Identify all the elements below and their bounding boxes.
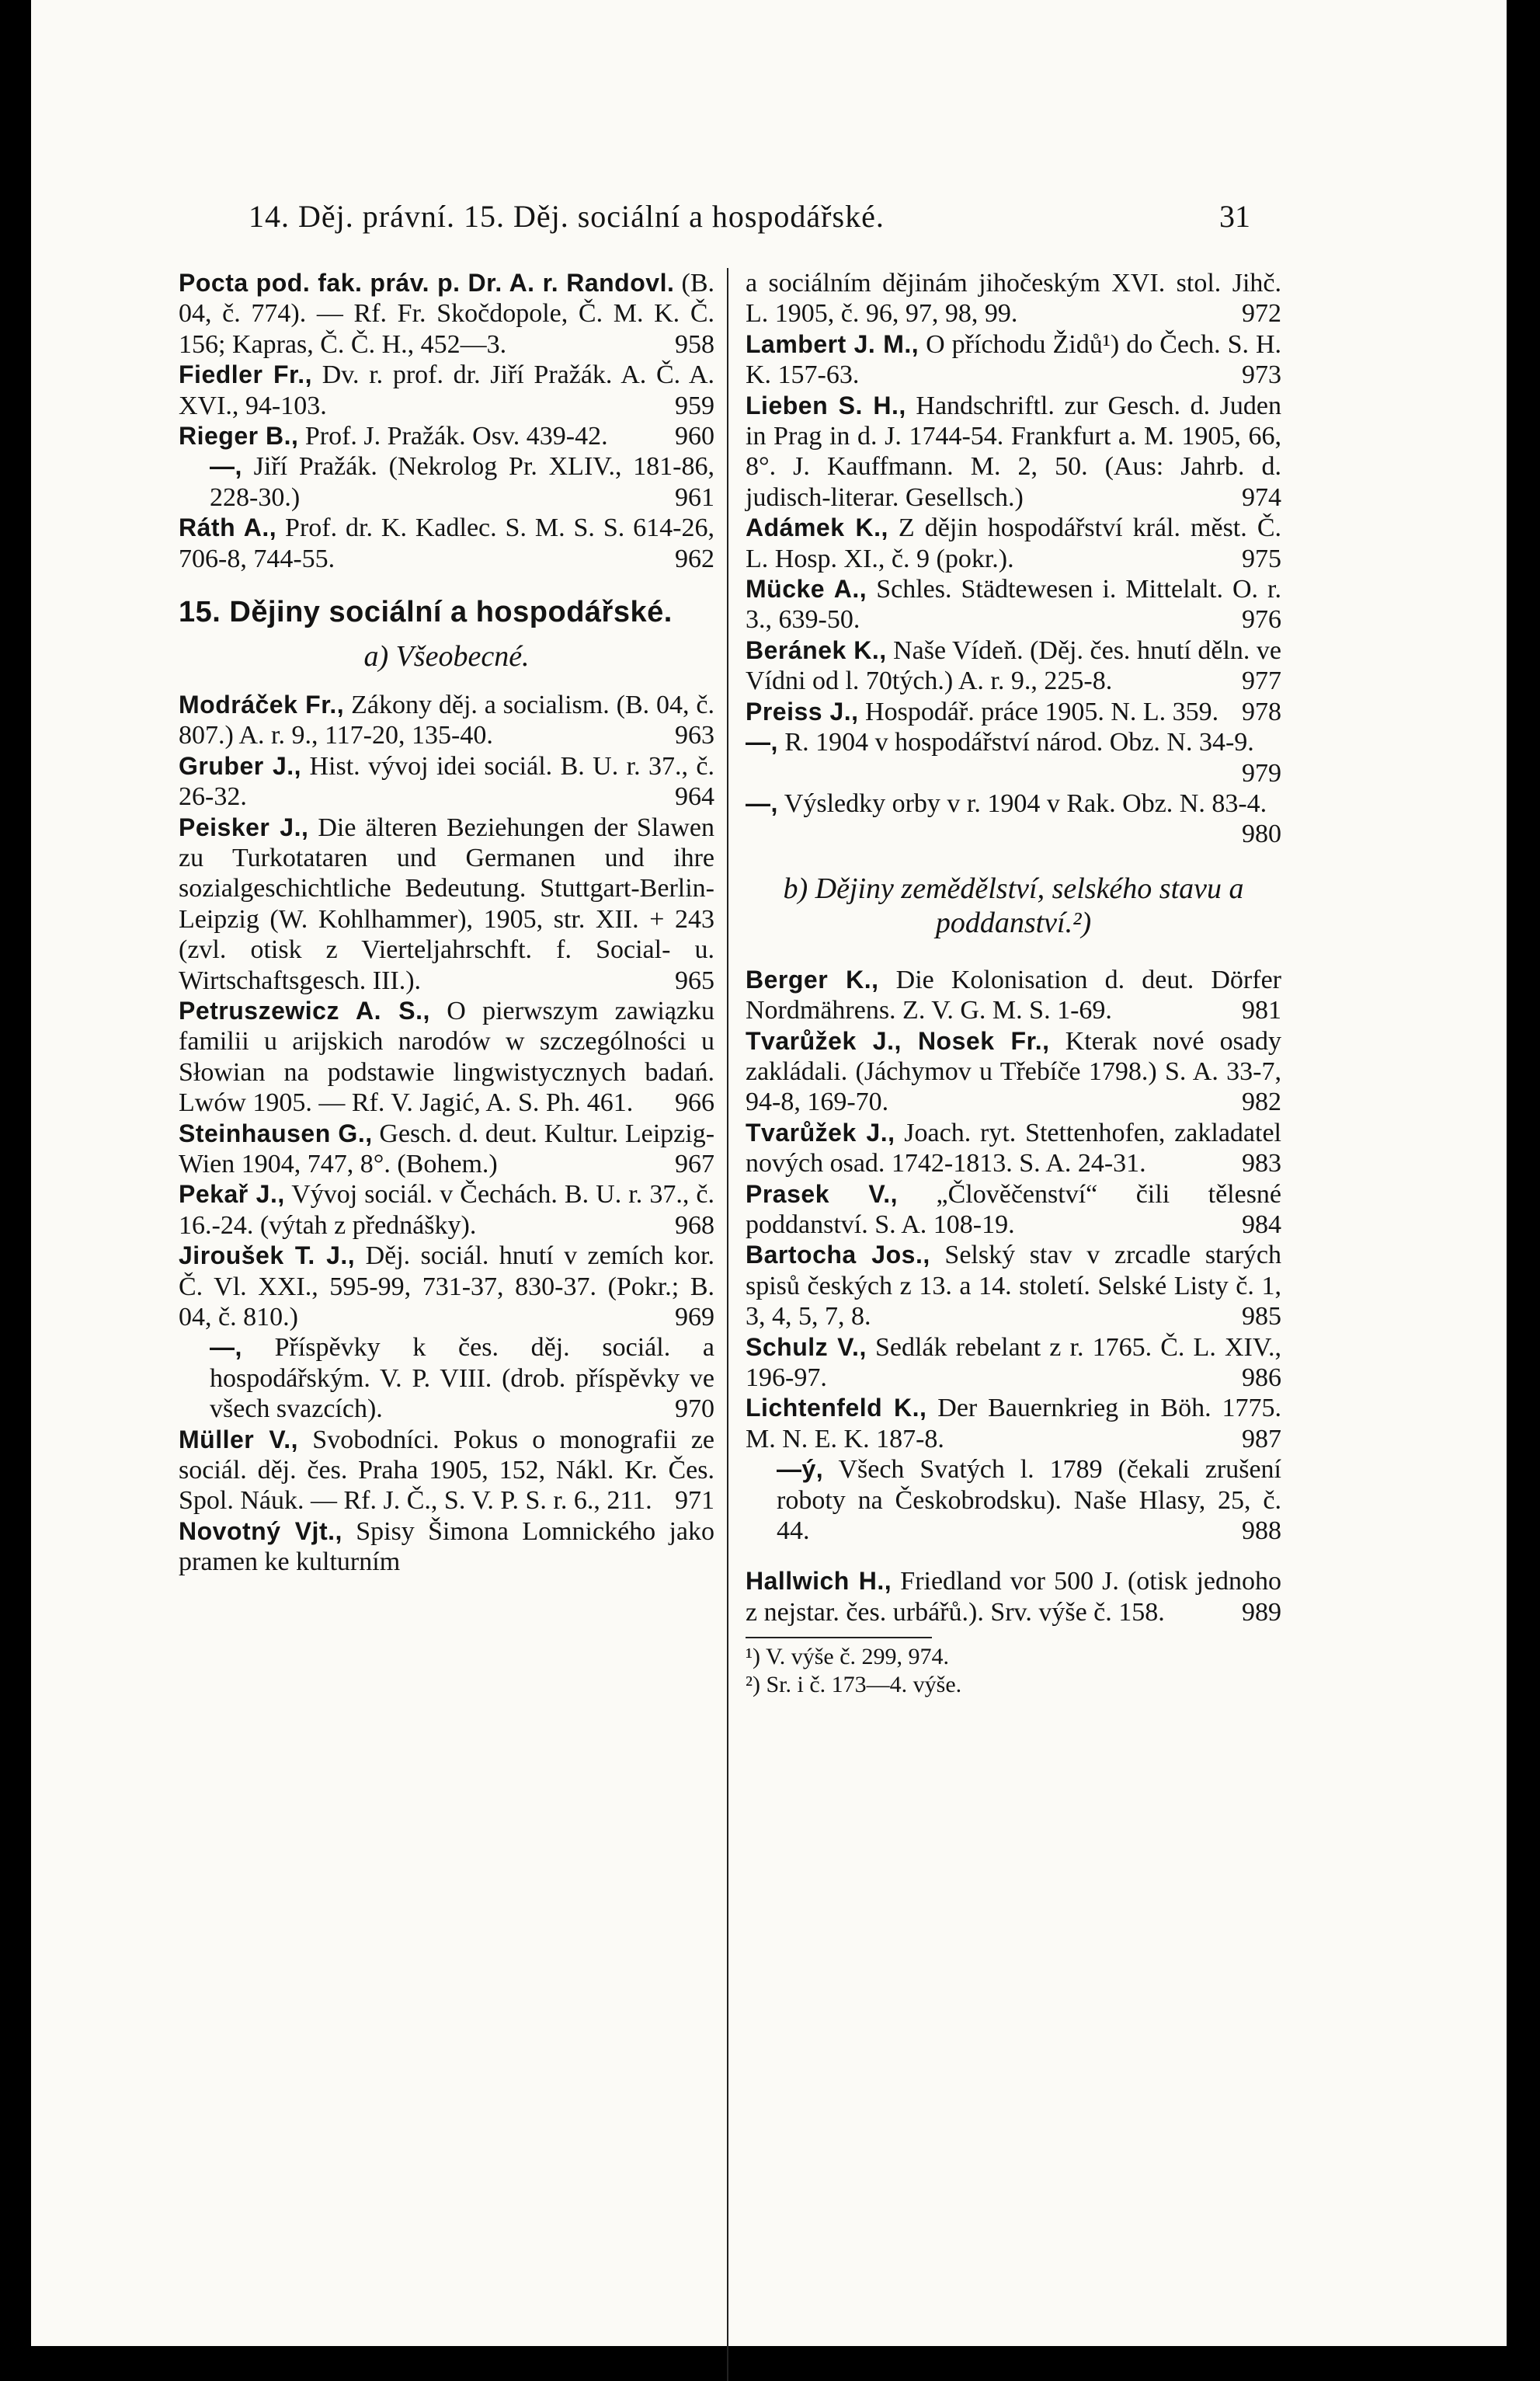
entry-author: Modráček Fr., [179,690,345,719]
entry-text: O pierwszym zawiązku familii u arijskich narodów w szczególności u Słowian na podstawie lingwistycznych badań. Lwów 1905. — Rf. V. Jagić, A. S. Ph. 461. [179,996,714,1118]
entry-number: 970 [675,1394,714,1424]
entry-author: Schulz V., [746,1332,867,1361]
entry-text: Schles. Städtewesen i. Mittelalt. O. r. 3., 639-50. [746,575,1282,635]
entry-author: Lieben S. H., [746,391,906,419]
entry-author: Gruber J., [179,751,302,780]
column-divider [727,268,728,2381]
bib-entry [746,1393,1281,1454]
subsection-heading-b: b) Dějiny zemědělství, selského stavu a poddanství.²) [783,872,1244,939]
entry-author: Petruszewicz A. S., [179,996,430,1025]
entry-number: 987 [1242,1424,1281,1453]
bib-entry [746,1240,1281,1331]
entry-author: Mücke A., [746,575,867,604]
entry-author: Lambert J. M., [746,329,919,358]
bib-entry [179,451,714,513]
bib-entry [179,1179,714,1241]
entry-number: 982 [1242,1088,1281,1117]
bib-entry [746,1118,1281,1179]
entry-number: 979 [1242,758,1281,788]
entry-number: 958 [675,329,714,359]
bib-entry [746,1332,1281,1394]
bib-entry [179,751,714,813]
entry-text: Všech Svatých l. 1789 (čekali zrušení roboty na Českobrodsku). Naše Hlasy, 25, č. 44. [777,1455,1282,1546]
entry-author: Pekař J., [179,1180,285,1209]
entry-author: Steinhausen G., [179,1119,373,1147]
entry-text: Joach. ryt. Stettenhofen, zakladatel nových osad. 1742-1813. S. A. 24-31. [746,1118,1281,1178]
entry-text: a sociálním dějinám jihočeským XVI. stol. Jihč. L. 1905, č. 96, 97, 98, 99. [746,269,1281,329]
entry-text: Svobodníci. Pokus o monografii ze sociál. děj. čes. Praha 1905, 152, Nákl. Kr. Čes. Spol. Náuk. — Rf. J. Č., S. V. P. S. r. 6., 211. [179,1425,714,1516]
entry-author: Jiroušek T. J., [179,1241,356,1270]
footnote: ¹) V. výše č. 299, 974. [746,1644,950,1670]
entry-text: O příchodu Židů¹) do Čech. S. H. K. 157-63. [746,329,1282,390]
entry-author: Tvarůžek J., Nosek Fr., [746,1026,1050,1055]
bib-entry [179,1425,714,1516]
header-title: 14. Děj. právní. 15. Děj. sociální a hospodářské. [249,199,885,234]
entry-number: 969 [675,1303,714,1331]
entry-number: 967 [675,1149,714,1178]
bib-entry [179,1516,714,1578]
entry-text: Sedlák rebelant z r. 1765. Č. L. XIV., 196-97. [746,1332,1281,1392]
entry-text: Gesch. d. deut. Kultur. Leipzig-Wien 1904, 747, 8°. (Bohem.) [179,1119,715,1178]
entry-author: Tvarůžek J., [746,1118,895,1147]
entry-text: Dv. r. prof. dr. Jiří Pražák. A. Č. A. XVI., 94-103. [179,360,715,420]
subsection-heading-a: a) Všeobecné. [363,640,530,674]
entry-text: Zákony děj. a socialism. (B. 04, č. 807.) A. r. 9., 117-20, 135-40. [179,690,715,750]
bib-entry [746,574,1281,635]
entry-author: Novotný Vjt., [179,1516,342,1545]
right-column [746,268,1281,1699]
bib-entry [746,1566,1281,1627]
bib-entry [179,360,714,421]
entry-author: Ráth A., [179,513,277,542]
left-column [179,268,714,1578]
bib-entry [179,690,714,751]
bib-entry [746,635,1281,697]
entry-text: Friedland vor 500 J. (otisk jednoho z nejstar. čes. urbářů.). Srv. výše č. 158. [746,1567,1282,1627]
bib-entry [746,1454,1281,1546]
entry-number: 968 [675,1210,714,1240]
entry-number: 976 [1242,605,1281,635]
entry-text: Selský stav v zrcadle starých spisů českých z 13. a 14. století. Selské Listy č. 1, 3, 4, 5, 7, 8. [746,1241,1281,1331]
bib-entry [179,1119,714,1180]
bib-entry [746,788,1281,849]
bib-entry [179,421,714,451]
entry-text: Vývoj sociál. v Čechách. B. U. r. 37., č. 16.-24. (výtah z přednášky). [179,1180,714,1240]
entry-author: Prasek V., [746,1179,899,1208]
entry-text: „Člověčenství“ čili tělesné poddanství. S. A. 108-19. [746,1179,1282,1239]
entry-author: Hallwich H., [746,1567,892,1596]
entry-number: 986 [1242,1363,1281,1392]
entry-text: Die älteren Beziehungen der Slawen zu Turkotataren und Germanen und ihre sozialgeschichtliche Bedeutung. Stuttgart-Berlin-Leipzig (W. Kohlhammer), 1905, str. XII. + 243 (zvl. otisk z Vierteljahrschft. f. Social- u. Wirtschaftsgesch. III.). [179,813,714,995]
bib-entry [746,391,1281,513]
entry-author: Lichtenfeld K., [746,1394,927,1422]
entry-number: 961 [675,482,714,512]
bib-entry [179,996,714,1119]
entry-author: —, [746,788,778,817]
footnote: ²) Sr. i č. 173—4. výše. [746,1672,962,1698]
entry-text: Příspěvky k čes. děj. sociál. a hospodářským. V. P. VIII. (drob. příspěvky ve všech svazcích). [210,1333,714,1424]
entry-author: —, [746,728,778,757]
page-number: 31 [1219,199,1250,234]
entry-number: 964 [675,782,714,812]
entry-text: Handschriftl. zur Gesch. d. Juden in Prag in d. J. 1744-54. Frankfurt a. M. 1905, 66, 8°. J. Kauffmann. M. 2, 50. (Aus: Jahrb. d. judisch-literar. Gesellsch.) [746,391,1282,512]
entry-author: Preiss J., [746,697,859,726]
entry-text: R. 1904 v hospodářství národ. Obz. N. 34-9. [784,728,1254,757]
bib-entry [179,268,714,360]
entry-number: 984 [1242,1210,1281,1239]
entry-text: Hist. vývoj idei sociál. B. U. r. 37., č. 26-32. [179,751,715,812]
entry-text: (B. 04, č. 774). — Rf. Fr. Skočdopole, Č. M. K. Č. 156; Kapras, Č. Č. H., 452—3. [179,269,715,359]
entry-text: Prof. J. Pražák. Osv. 439-42. [304,422,608,451]
entry-text: Naše Vídeň. (Děj. čes. hnutí děln. ve Vídni od l. 70tých.) A. r. 9., 225-8. [746,635,1281,696]
bib-entry [746,513,1281,574]
entry-text: Výsledky orby v r. 1904 v Rak. Obz. N. 83-4. [784,788,1267,818]
entry-text: Děj. sociál. hnutí v zemích kor. Č. Vl. XXI., 595-99, 731-37, 830-37. (Pokr.; B. 04, č. 810.) [179,1241,715,1331]
spacer [746,1546,1281,1566]
entry-author: Beránek K., [746,635,887,664]
entry-number: 965 [675,966,714,995]
entry-number: 981 [1242,996,1281,1025]
bib-entry [746,965,1281,1026]
entry-author: Adámek K., [746,513,888,542]
entry-number: 959 [675,391,714,420]
section-heading: 15. Dějiny sociální a hospodářské. [179,596,673,629]
entry-number: 975 [1242,544,1281,573]
entry-text: Prof. dr. K. Kadlec. S. M. S. S. 614-26, 706-8, 744-55. [179,513,715,573]
bib-entry [179,1241,714,1332]
entry-author: Berger K., [746,965,879,994]
bib-entry [746,329,1281,391]
bib-entry [746,1026,1281,1118]
entry-text: Z dějin hospodářství král. měst. Č. L. Hosp. XI., č. 9 (pokr.). [746,513,1281,573]
entry-author: —, [210,1333,242,1362]
entry-author: Müller V., [179,1425,299,1453]
entry-author: —ý, [777,1455,824,1484]
entry-number: 963 [675,721,714,750]
entry-number: 971 [675,1486,714,1516]
bib-entry [179,813,714,996]
entry-text: Hospodář. práce 1905. N. L. 359. [865,697,1219,726]
book-page [31,0,1507,2346]
entry-text: Jiří Pražák. (Nekrolog Pr. XLIV., 181-86, 228-30.) [210,452,715,512]
entry-number: 973 [1242,360,1281,390]
entry-number: 966 [675,1088,714,1118]
entry-number: 978 [1242,697,1281,726]
entry-number: 989 [1242,1597,1281,1627]
entry-number: 980 [1242,820,1281,849]
entry-author: Pocta pod. fak. práv. p. Dr. A. r. Randovl. [179,269,675,297]
entry-author: —, [210,452,242,481]
entry-number: 983 [1242,1149,1281,1178]
entry-text: Die Kolonisation d. deut. Dörfer Nordmährens. Z. V. G. M. S. 1-69. [746,965,1281,1025]
entry-text: Spisy Šimona Lomnického jako pramen ke kulturním [179,1516,715,1577]
entry-number: 974 [1242,482,1281,512]
footnote-rule [746,1637,932,1638]
entry-author: Rieger B., [179,422,299,451]
entry-number: 985 [1242,1302,1281,1331]
entry-number: 960 [675,422,714,451]
entry-author: Bartocha Jos., [746,1241,930,1269]
entry-number: 962 [675,544,714,573]
entry-text: Der Bauernkrieg in Böh. 1775. M. N. E. K. 187-8. [746,1394,1282,1453]
bib-entry-continued [746,268,1281,329]
entry-author: Fiedler Fr., [179,360,313,389]
bib-entry [179,1332,714,1424]
entry-number: 988 [1242,1516,1281,1546]
entry-author: Peisker J., [179,813,309,841]
bib-entry [746,1179,1281,1241]
bib-entry [746,727,1281,788]
entry-number: 972 [1242,299,1281,329]
bib-entry [179,513,714,574]
bib-entry [746,697,1281,727]
entry-number: 977 [1242,667,1281,696]
entry-text: Kterak nové osady zakládali. (Jáchymov u Třebíče 1798.) S. A. 33-7, 94-8, 169-70. [746,1026,1281,1117]
